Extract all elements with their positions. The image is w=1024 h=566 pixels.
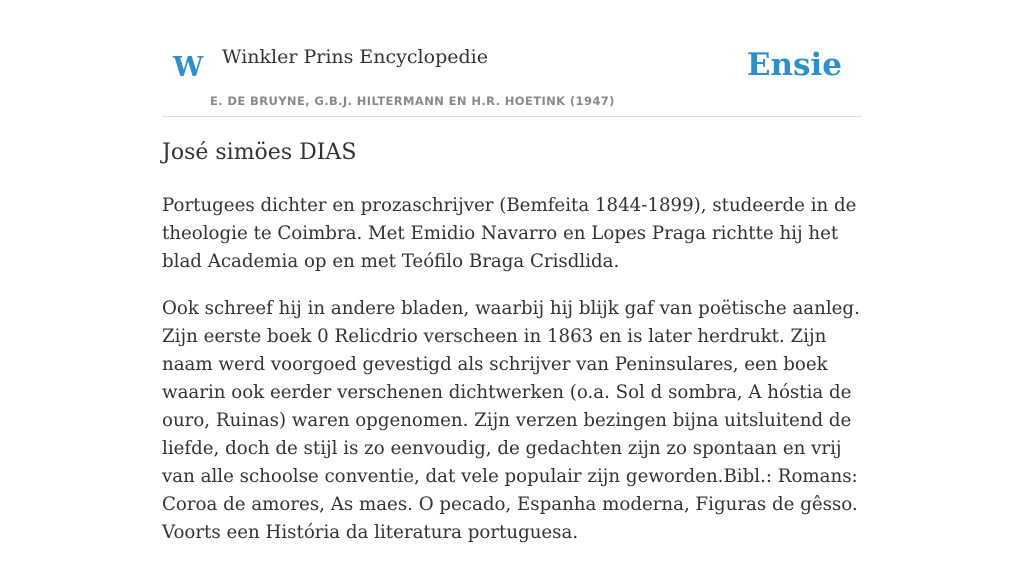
encyclopedia-page <box>162 0 862 543</box>
page-header <box>162 0 862 117</box>
article-title: José simöes DIAS <box>162 140 357 165</box>
article-paragraph: Portugees dichter en prozaschrijver (Bemfeita 1844-1899), studeerde in de theologie te Coimbra. Met Emidio Navarro en Lopes Praga richtte hij het blad Academia op en met Teófilo Braga Crisdlida. <box>162 195 857 272</box>
article-body <box>162 192 862 566</box>
publication-title[interactable]: Winkler Prins Encyclopedie <box>222 46 488 68</box>
ensie-brand-logo[interactable]: Ensie <box>746 47 842 83</box>
article-paragraph: Ook schreef hij in andere bladen, waarbij hij blijk gaf van poëtische aanleg. Zijn eerste boek 0 Relicdrio verscheen in 1863 en is later herdrukt. Zijn naam werd voorgoed gevestigd als schrijver van Peninsulares, een boek waarin ook eerder verschenen dichtwerken (o.a. Sol d sombra, A hóstia de ouro, Ruinas) waren opgenomen. Zijn verzen bezingen bijna uitsluitend de liefde, doch de stijl is zo eenvoudig, de gedachten zijn zo spontaan en vrij van alle schoolse conventie, dat vele populair zijn geworden.Bibl.: Romans: Coroa de amores, As maes. O pecado, Espanha moderna, Figuras de gêsso. Voorts een História da literatura portuguesa. <box>162 298 860 543</box>
winkler-prins-logo[interactable]: W <box>173 52 204 83</box>
publication-authors: E. DE BRUYNE, G.B.J. HILTERMANN EN H.R. HOETINK (1947) <box>210 94 615 108</box>
